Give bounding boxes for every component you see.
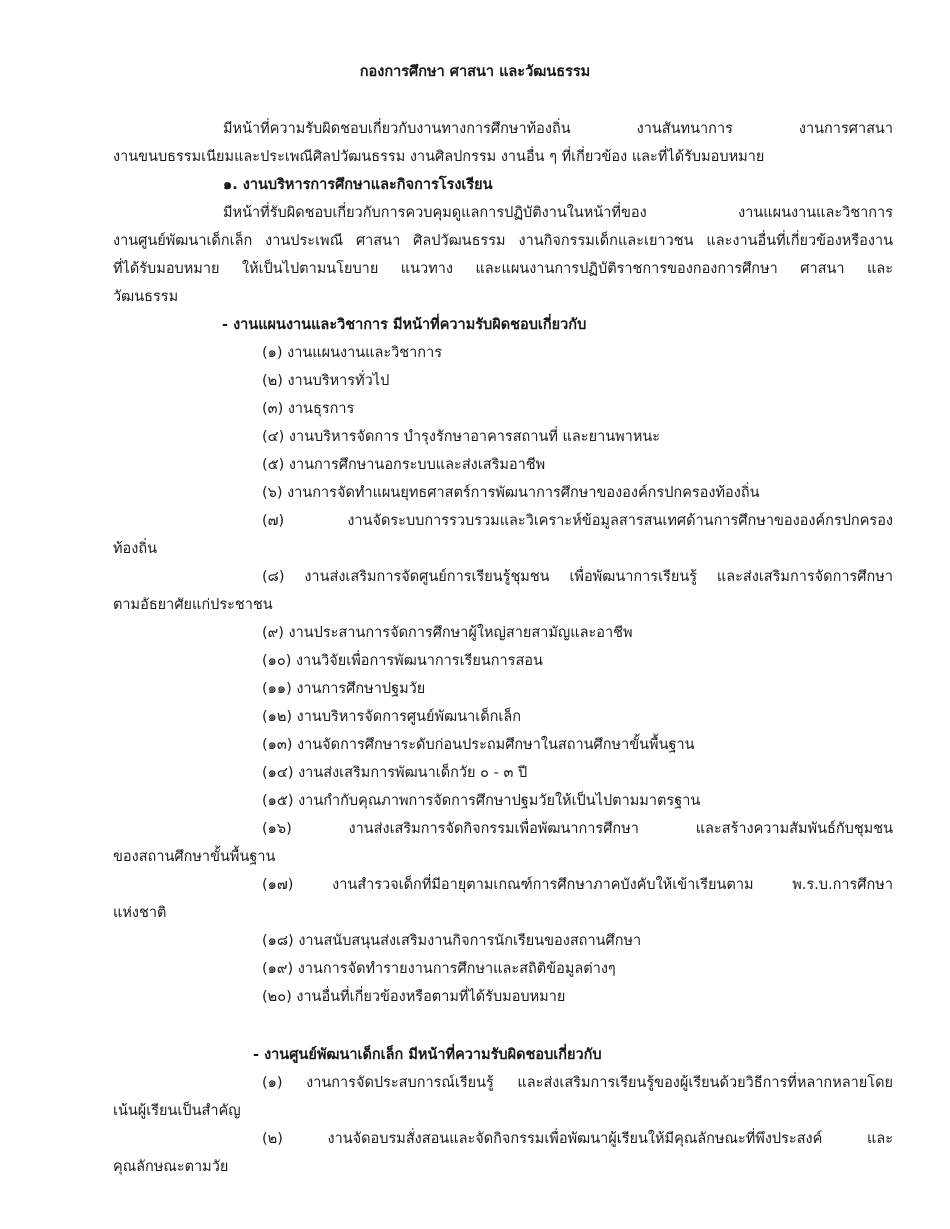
list-item-continuation: ท้องถิ่น	[113, 541, 158, 557]
list-item: (๔) งานบริหารจัดการ บำรุงรักษาอาคารสถานที่ และยานพาหนะ	[262, 429, 661, 445]
page-title: กองการศึกษา ศาสนา และวัฒนธรรม	[359, 64, 591, 80]
list-item: (๑) งานการจัดประสบการณ์เรียนรู้ และส่งเสริมการเรียนรู้ของผู้เรียนด้วยวิธีการที่หลากหลายโดย	[262, 1075, 893, 1091]
section-1-desc-line-4: วัฒนธรรม	[113, 289, 179, 305]
intro-line-1: มีหน้าที่ความรับผิดชอบเกี่ยวกับงานทางการศึกษาท้องถิ่น งานสันทนาการ งานการศาสนา	[223, 121, 893, 137]
list-item: (๒) งานจัดอบรมสั่งสอนและจัดกิจกรรมเพื่อพัฒนาผู้เรียนให้มีคุณลักษณะที่พึงประสงค์ และ	[262, 1131, 893, 1147]
list-item: (๑) งานแผนงานและวิชาการ	[262, 345, 443, 361]
list-item: (๖) งานการจัดทำแผนยุทธศาสตร์การพัฒนาการศึกษาขององค์กรปกครองท้องถิ่น	[262, 485, 760, 501]
list-item: (๗) งานจัดระบบการรวบรวมและวิเคราะห์ข้อมูลสารสนเทศด้านการศึกษาขององค์กรปกครอง	[262, 513, 893, 529]
list-item: (๒) งานบริหารทั่วไป	[262, 373, 390, 389]
list-item: (๑๒) งานบริหารจัดการศูนย์พัฒนาเด็กเล็ก	[262, 709, 522, 725]
section-1-desc-line-1: มีหน้าที่รับผิดชอบเกี่ยวกับการควบคุมดูแลการปฏิบัติงานในหน้าที่ของ งานแผนงานและวิชาการ	[223, 205, 893, 221]
list-item-continuation: คุณลักษณะตามวัย	[113, 1159, 229, 1175]
list-item: (๑๗) งานสำรวจเด็กที่มีอายุตามเกณฑ์การศึกษาภาคบังคับให้เข้าเรียนตาม พ.ร.บ.การศึกษา	[262, 877, 893, 893]
list-item-continuation: ของสถานศึกษาขั้นพื้นฐาน	[113, 849, 276, 865]
list-item: (๑๙) งานการจัดทำรายงานการศึกษาและสถิติข้อมูลต่างๆ	[262, 961, 616, 977]
section-1-desc-line-2: งานศูนย์พัฒนาเด็กเล็ก งานประเพณี ศาสนา ศิลปวัฒนธรรม งานกิจกรรมเด็กและเยาวชน และงานอื่นที่เกี่ยวข้องหรืองาน	[113, 233, 893, 249]
intro-line-2: งานขนบธรรมเนียมและประเพณีศิลปวัฒนธรรม งานศิลปกรรม งานอื่น ๆ ที่เกี่ยวข้อง และที่ได้รับมอบหมาย	[113, 149, 765, 165]
list-item: (๓) งานธุรการ	[262, 401, 355, 417]
list-item: (๑๖) งานส่งเสริมการจัดกิจกรรมเพื่อพัฒนาการศึกษา และสร้างความสัมพันธ์กับชุมชน	[262, 821, 893, 837]
list-item-continuation: ตามอัธยาศัยแก่ประชาชน	[113, 597, 273, 613]
list-item: (๘) งานส่งเสริมการจัดศูนย์การเรียนรู้ชุมชน เพื่อพัฒนาการเรียนรู้ และส่งเสริมการจัดการศึกษา	[262, 569, 893, 585]
list-item: (๑๔) งานส่งเสริมการพัฒนาเด็กวัย ๐ - ๓ ปี	[262, 765, 528, 781]
childcenter-heading: - งานศูนย์พัฒนาเด็กเล็ก มีหน้าที่ความรับผิดชอบเกี่ยวกับ	[253, 1047, 602, 1063]
section-1-desc-line-3: ที่ได้รับมอบหมาย ให้เป็นไปตามนโยบาย แนวทาง และแผนงานการปฏิบัติราชการของกองการศึกษา ศาสนา และ	[113, 261, 893, 277]
list-item: (๙) งานประสานการจัดการศึกษาผู้ใหญ่สายสามัญและอาชีพ	[262, 625, 633, 641]
list-item: (๑๓) งานจัดการศึกษาระดับก่อนประถมศึกษาในสถานศึกษาขั้นพื้นฐาน	[262, 737, 695, 753]
list-item: (๑๐) งานวิจัยเพื่อการพัฒนาการเรียนการสอน	[262, 653, 543, 669]
list-item: (๑๘) งานสนับสนุนส่งเสริมงานกิจการนักเรียนของสถานศึกษา	[262, 933, 642, 949]
planning-heading: - งานแผนงานและวิชาการ มีหน้าที่ความรับผิดชอบเกี่ยวกับ	[222, 317, 587, 333]
list-item: (๕) งานการศึกษานอกระบบและส่งเสริมอาชีพ	[262, 457, 546, 473]
list-item: (๑๑) งานการศึกษาปฐมวัย	[262, 681, 426, 697]
list-item: (๑๕) งานกำกับคุณภาพการจัดการศึกษาปฐมวัยให้เป็นไปตามมาตรฐาน	[262, 793, 701, 809]
section-1-heading: ๑. งานบริหารการศึกษาและกิจการโรงเรียน	[223, 177, 493, 193]
list-item: (๒๐) งานอื่นที่เกี่ยวข้องหรือตามที่ได้รับมอบหมาย	[262, 989, 566, 1005]
list-item-continuation: เน้นผู้เรียนเป็นสำคัญ	[113, 1103, 241, 1119]
list-item-continuation: แห่งชาติ	[113, 905, 167, 921]
